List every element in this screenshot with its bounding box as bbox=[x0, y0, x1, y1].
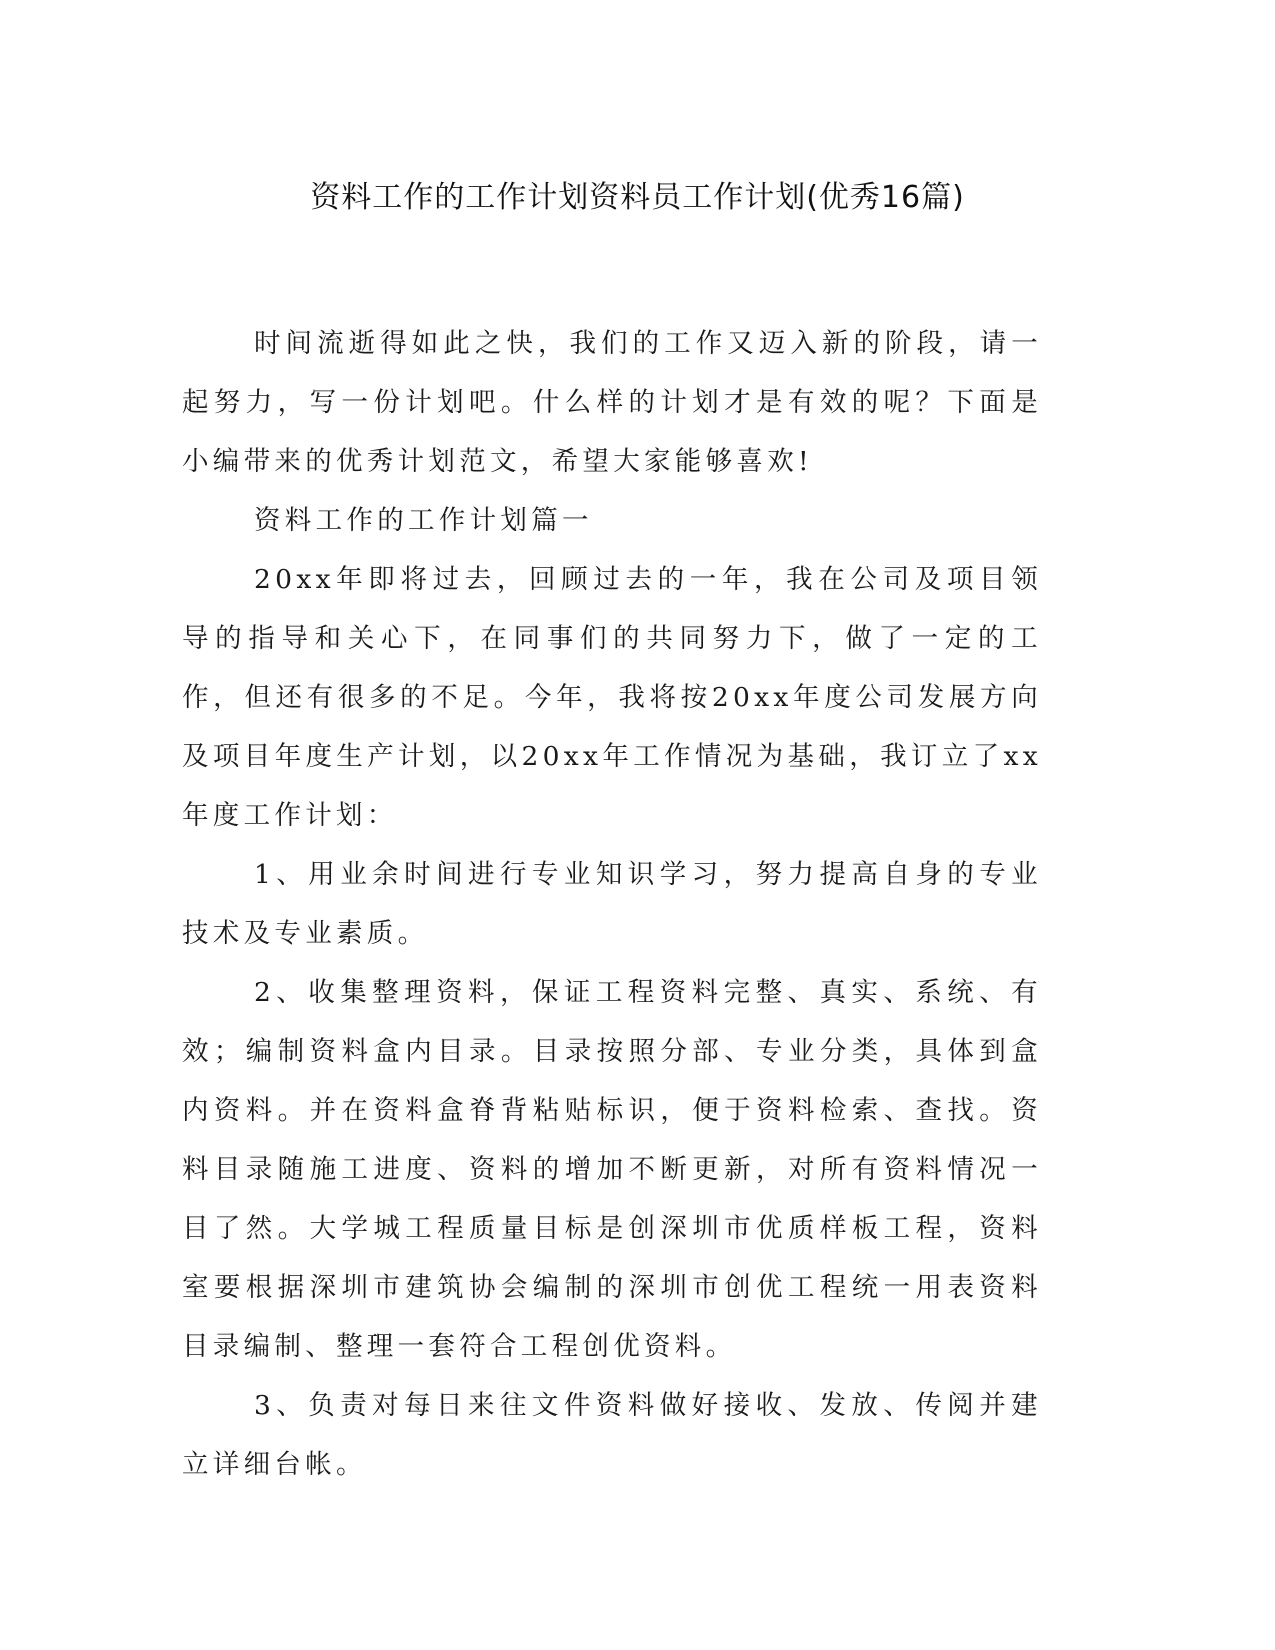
body-paragraph: 20xx年即将过去，回顾过去的一年，我在公司及项目领导的指导和关心下，在同事们的共同努力下，做了一定的工作，但还有很多的不足。今年，我将按20xx年度公司发展方向及项目年度生产计划，以20xx年工作情况为基础，我订立了xx年度工作计划： bbox=[182, 564, 1042, 831]
document-title: 资料工作的工作计划资料员工作计划(优秀16篇) bbox=[310, 180, 965, 215]
intro-paragraph: 时间流逝得如此之快，我们的工作又迈入新的阶段，请一起努力，写一份计划吧。什么样的计划才是有效的呢？下面是小编带来的优秀计划范文，希望大家能够喜欢! bbox=[182, 328, 1042, 477]
list-item-3: 3、负责对每日来往文件资料做好接收、发放、传阅并建立详细台帐。 bbox=[182, 1390, 1042, 1480]
section-heading: 资料工作的工作计划篇一 bbox=[254, 505, 593, 536]
document-body bbox=[182, 314, 1042, 1494]
list-item-1: 1、用业余时间进行专业知识学习，努力提高自身的专业技术及专业素质。 bbox=[182, 859, 1042, 949]
list-item-2: 2、收集整理资料，保证工程资料完整、真实、系统、有效；编制资料盒内目录。目录按照分部、专业分类，具体到盒内资料。并在资料盒脊背粘贴标识，便于资料检索、查找。资料目录随施工进度、资料的增加不断更新，对所有资料情况一目了然。大学城工程质量目标是创深圳市优质样板工程，资料室要根据深圳市建筑协会编制的深圳市创优工程统一用表资料目录编制、整理一套符合工程创优资料。 bbox=[182, 977, 1042, 1362]
